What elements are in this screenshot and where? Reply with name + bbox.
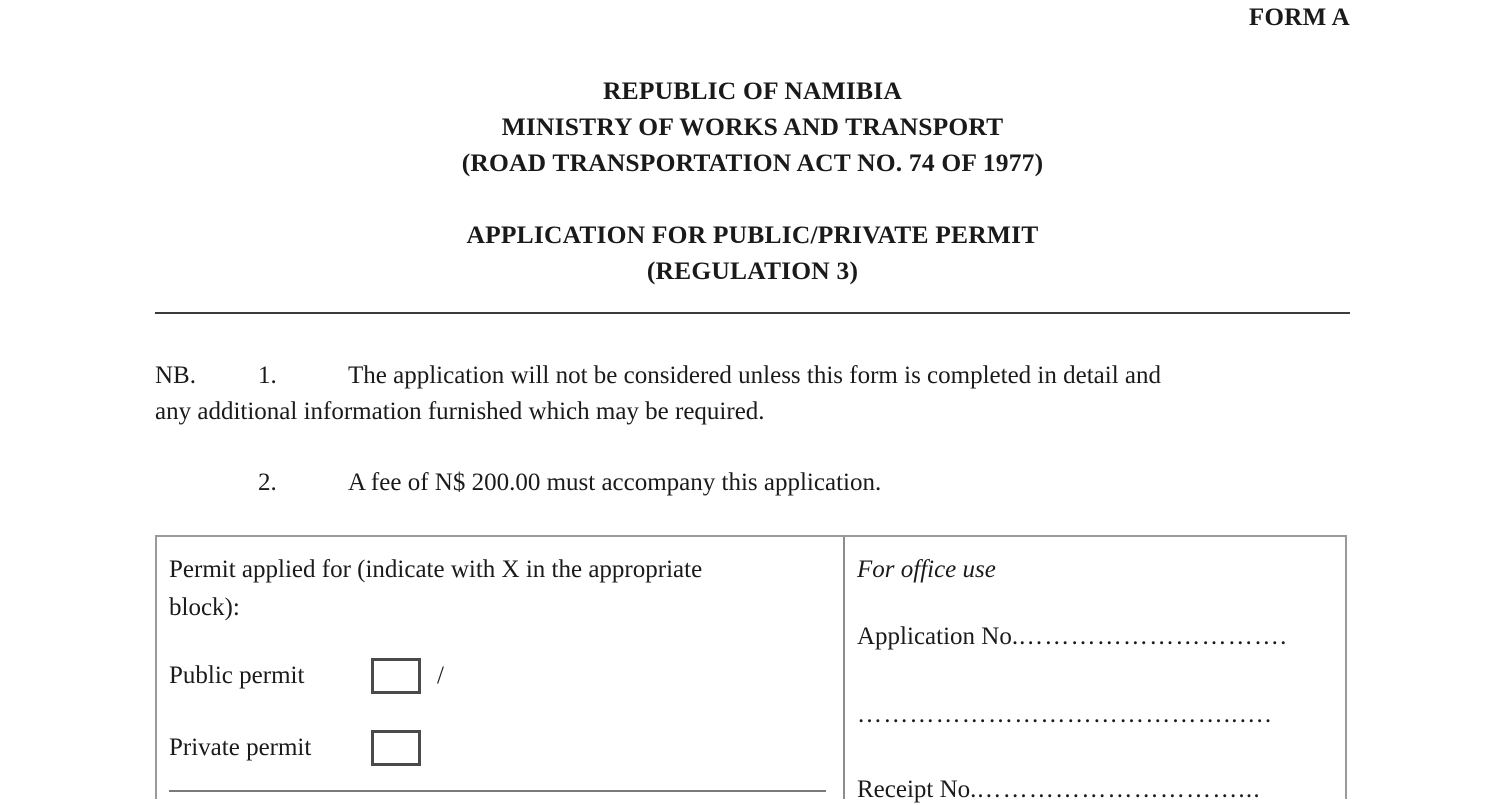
permit-option-public-label: Public permit bbox=[169, 662, 305, 689]
receipt-no-dots: …………………………... bbox=[976, 776, 1261, 803]
permit-cell-divider bbox=[169, 790, 826, 792]
header-divider bbox=[155, 312, 1350, 314]
notes-block bbox=[155, 358, 1350, 430]
notes-label: NB. bbox=[155, 362, 196, 389]
note-item-2 bbox=[155, 465, 1350, 501]
header-line-country: REPUBLIC OF NAMIBIA bbox=[603, 76, 902, 105]
office-use-cell bbox=[845, 537, 1345, 803]
permit-prompt-line-2: block): bbox=[169, 594, 240, 621]
permit-option-private[interactable] bbox=[169, 730, 421, 766]
permit-prompt-line-1: Permit applied for (indicate with X in the appropriate bbox=[169, 556, 703, 583]
office-use-blank-field[interactable] bbox=[857, 700, 1337, 730]
permit-option-public-suffix: / bbox=[437, 662, 444, 689]
header-line-ministry: MINISTRY OF WORKS AND TRANSPORT bbox=[501, 112, 1004, 141]
note-number-2: 2. bbox=[258, 469, 277, 496]
application-no-field[interactable] bbox=[857, 622, 1337, 652]
public-permit-checkbox[interactable] bbox=[371, 658, 421, 694]
receipt-no-label: Receipt No. bbox=[857, 776, 977, 803]
note-text-2: A fee of N$ 200.00 must accompany this application. bbox=[348, 469, 882, 496]
application-no-label: Application No. bbox=[857, 623, 1019, 650]
page-title: APPLICATION FOR PUBLIC/PRIVATE PERMIT bbox=[466, 220, 1039, 249]
form-tag: FORM A bbox=[1248, 4, 1350, 31]
permit-table bbox=[155, 535, 1347, 803]
office-use-heading: For office use bbox=[857, 556, 996, 583]
title-block bbox=[155, 217, 1350, 289]
page-subtitle: (REGULATION 3) bbox=[646, 256, 859, 285]
private-permit-checkbox[interactable] bbox=[371, 730, 421, 766]
note-item-1 bbox=[155, 358, 1350, 430]
note-number-1: 1. bbox=[258, 362, 277, 389]
note-text-1-line-1: The application will not be considered unless this form is completed in detail and bbox=[348, 362, 1162, 389]
office-use-blank-dots: ……………………………………..…. bbox=[857, 701, 1273, 728]
note-text-1-line-2: any additional information furnished which may be required. bbox=[155, 398, 765, 425]
receipt-no-field[interactable] bbox=[857, 775, 1337, 805]
permit-option-private-label: Private permit bbox=[169, 734, 312, 761]
application-no-dots: …………………………. bbox=[1018, 623, 1288, 650]
header-block bbox=[155, 73, 1350, 181]
permit-option-public[interactable] bbox=[169, 658, 444, 694]
permit-selection-cell bbox=[157, 537, 845, 799]
header-line-act: (ROAD TRANSPORTATION ACT NO. 74 OF 1977) bbox=[461, 148, 1044, 177]
